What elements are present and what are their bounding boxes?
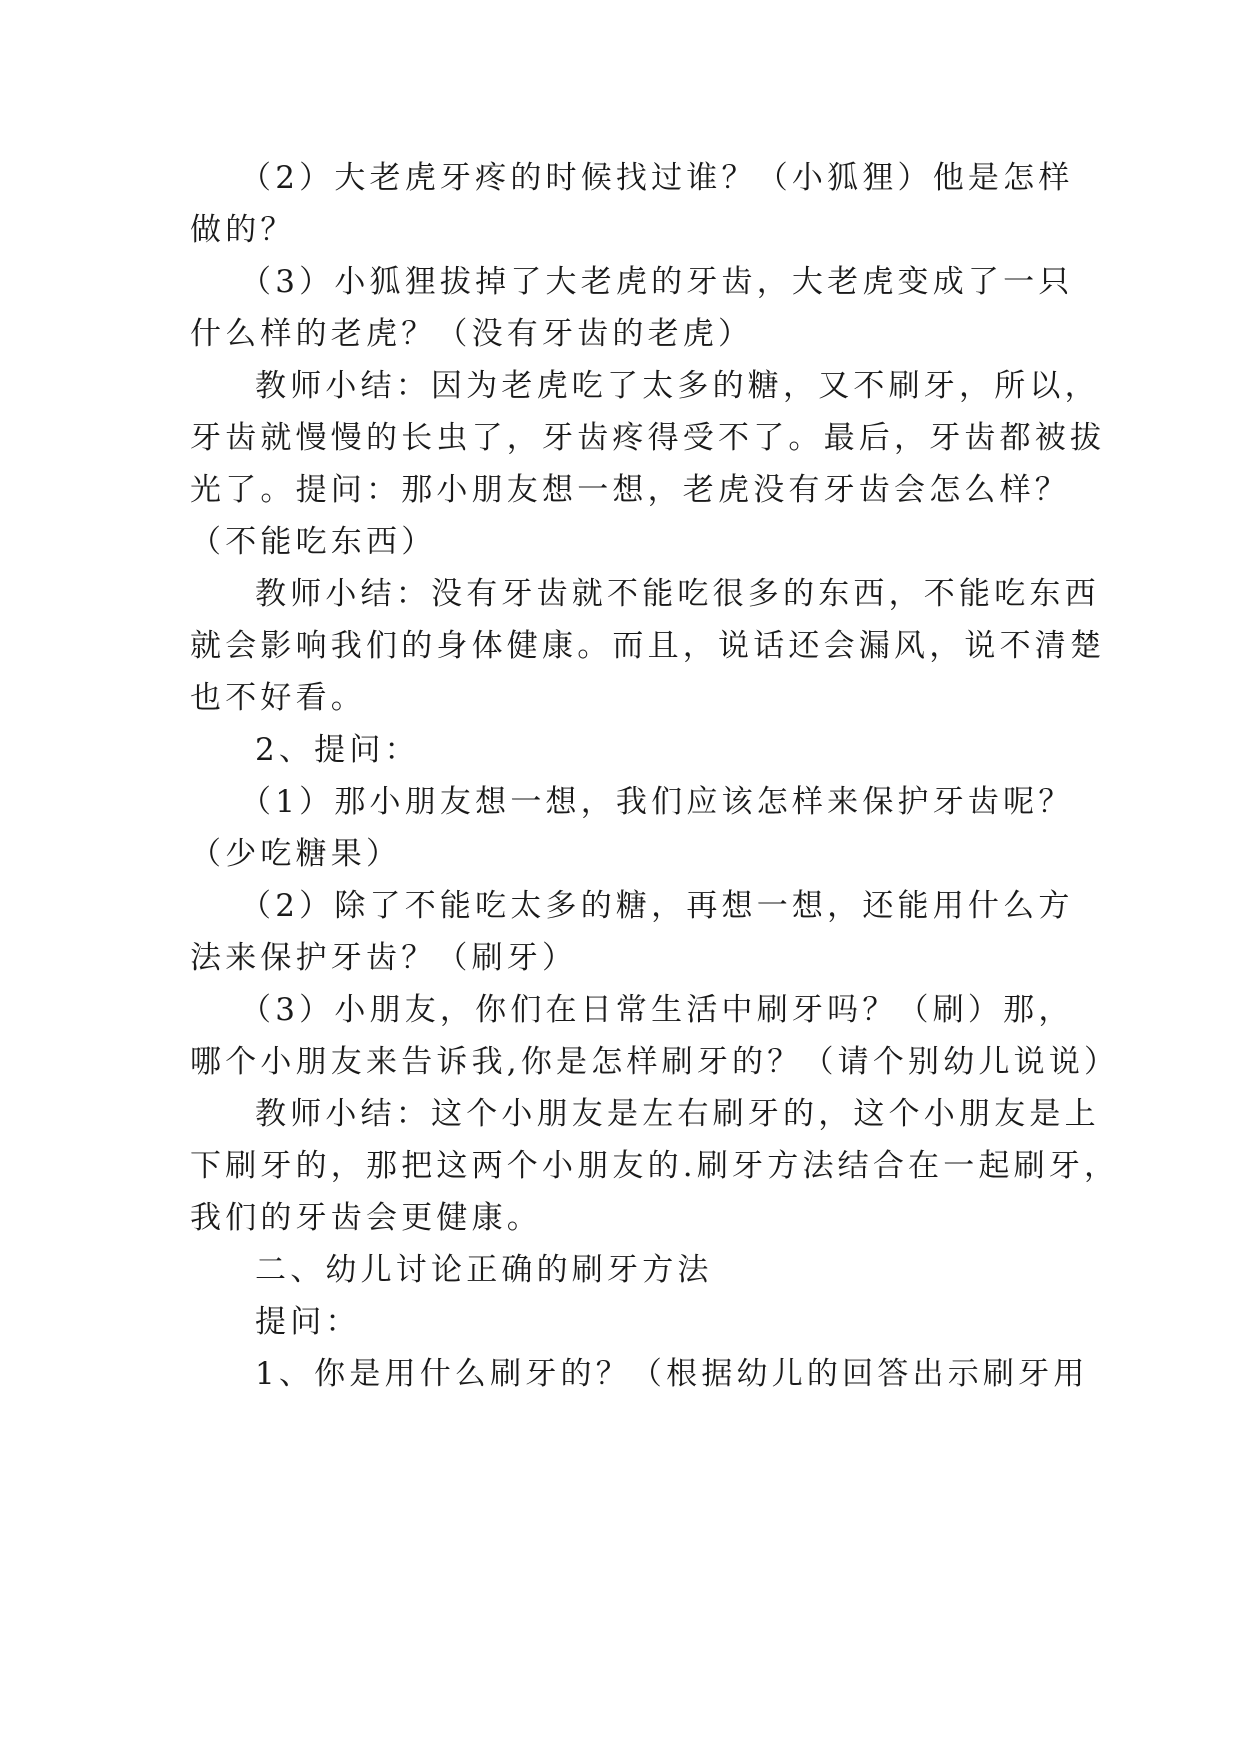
text-line: 光了。提问：那小朋友想一想，老虎没有牙齿会怎么样？ (190, 472, 1070, 508)
text-line: （不能吃东西） (190, 524, 437, 560)
text-line: 提问： (255, 1304, 361, 1340)
text-line: 做的？ (190, 212, 296, 248)
text-line: （2）除了不能吃太多的糖，再想一想，还能用什么方 (240, 888, 1074, 924)
text-line: （2）大老虎牙疼的时候找过谁？（小狐狸）他是怎样 (240, 160, 1074, 196)
section-heading: 二、幼儿讨论正确的刷牙方法 (255, 1252, 713, 1288)
text-line: （少吃糖果） (190, 836, 402, 872)
text-line: 2、提问： (255, 732, 420, 768)
text-line: 就会影响我们的身体健康。而且，说话还会漏风，说不清楚 (190, 628, 1106, 664)
text-line: （1）那小朋友想一想，我们应该怎样来保护牙齿呢？ (240, 784, 1074, 820)
text-line: 什么样的老虎？（没有牙齿的老虎） (190, 316, 754, 352)
text-line: 法来保护牙齿？（刷牙） (190, 940, 578, 976)
text-line: 教师小结：没有牙齿就不能吃很多的东西，不能吃东西 (255, 576, 1100, 612)
text-line: 教师小结：因为老虎吃了太多的糖，又不刷牙，所以， (255, 368, 1100, 404)
text-line: 也不好看。 (190, 680, 366, 716)
text-line: 哪个小朋友来告诉我,你是怎样刷牙的？（请个别幼儿说说） (190, 1044, 1120, 1080)
text-line: 1、你是用什么刷牙的？（根据幼儿的回答出示刷牙用 (255, 1356, 1089, 1392)
text-line: 牙齿就慢慢的长虫了，牙齿疼得受不了。最后，牙齿都被拔 (190, 420, 1106, 456)
text-line: 我们的牙齿会更健康。 (190, 1200, 542, 1236)
text-line: 下刷牙的，那把这两个小朋友的.刷牙方法结合在一起刷牙， (190, 1148, 1120, 1184)
text-line: （3）小朋友，你们在日常生活中刷牙吗？（刷）那， (240, 992, 1074, 1028)
text-line: （3）小狐狸拔掉了大老虎的牙齿，大老虎变成了一只 (240, 264, 1074, 300)
text-line: 教师小结：这个小朋友是左右刷牙的，这个小朋友是上 (255, 1096, 1100, 1132)
